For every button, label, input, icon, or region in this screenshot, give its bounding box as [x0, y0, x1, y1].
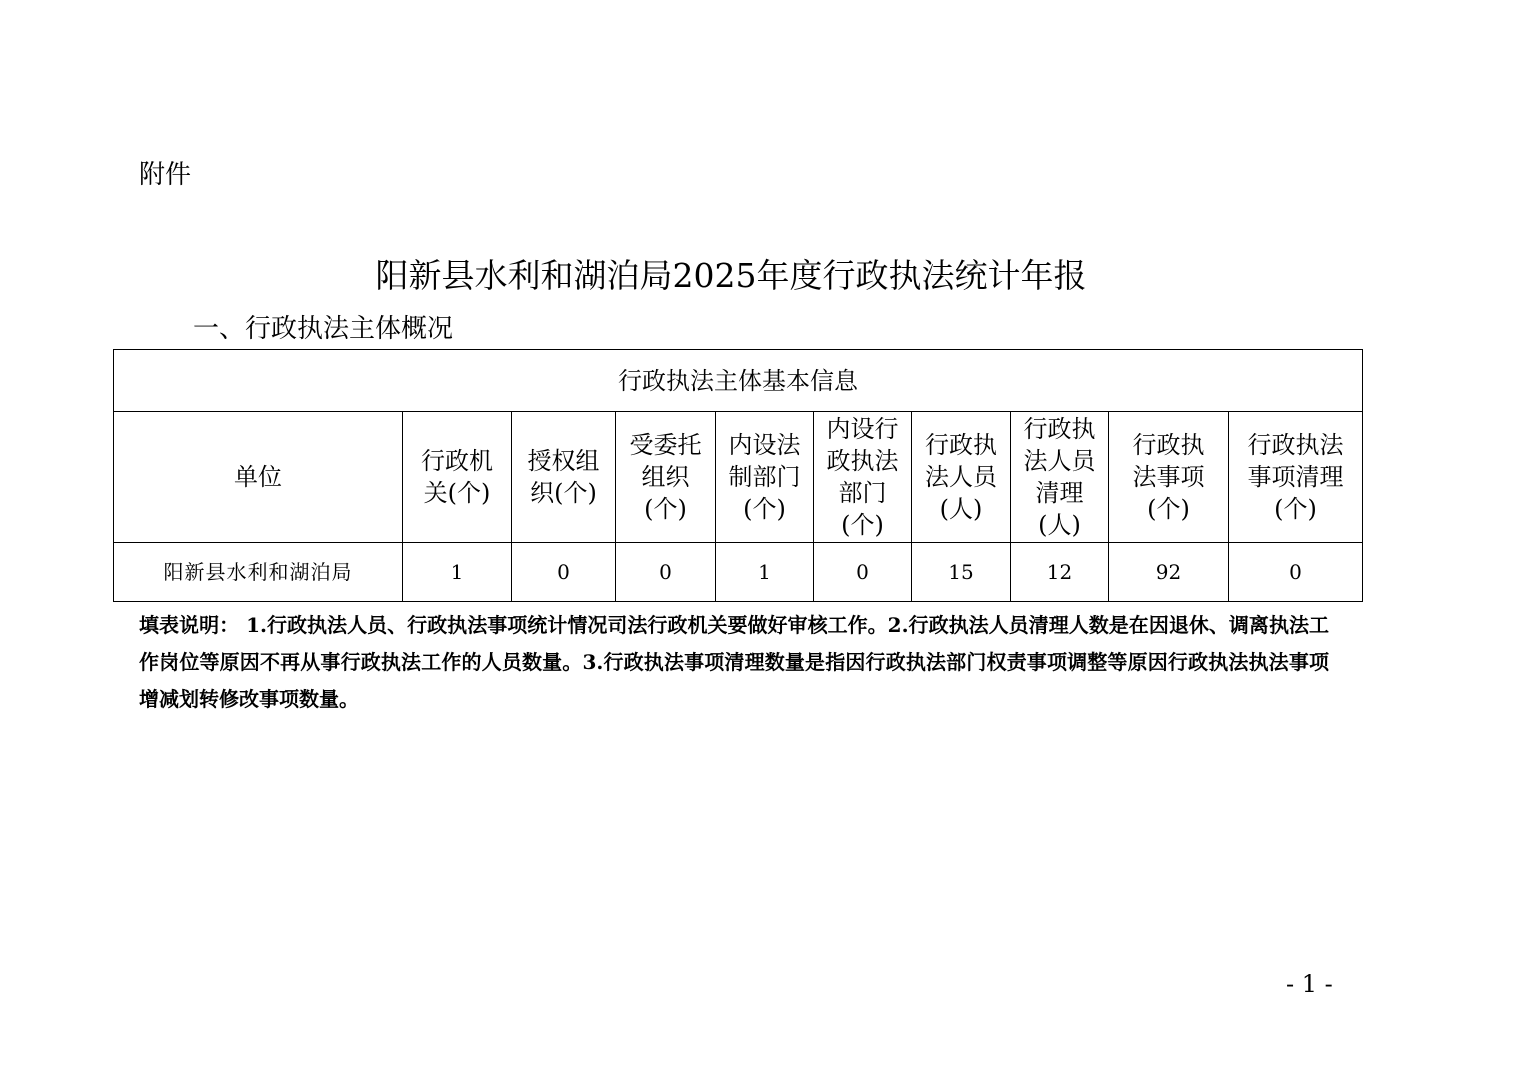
- column-header-internal-enforcement-depts: 内设行 政执法 部门 (个): [814, 412, 912, 543]
- section-heading: 一、行政执法主体概况: [193, 314, 454, 344]
- enforcement-subject-table: [113, 349, 1363, 602]
- table-cell-authorized-orgs: 0: [512, 543, 616, 602]
- document-title: 阳新县水利和湖泊局2025年度行政执法统计年报: [375, 256, 1087, 295]
- table-cell-enforcement-items: 92: [1109, 543, 1229, 602]
- column-header-authorized-orgs: 授权组 织(个): [512, 412, 616, 543]
- column-header-entrusted-orgs: 受委托 组织 (个): [616, 412, 716, 543]
- column-header-admin-organs: 行政机 关(个): [403, 412, 512, 543]
- table-header-row: [114, 412, 1363, 543]
- column-header-enforcement-items: 行政执 法事项 (个): [1109, 412, 1229, 543]
- table-cell-enforcement-staff: 15: [912, 543, 1011, 602]
- table-cell-items-cleared: 0: [1229, 543, 1363, 602]
- table-row: [114, 543, 1363, 602]
- table-cell-internal-legal-depts: 1: [716, 543, 814, 602]
- table-cell-admin-organs: 1: [403, 543, 512, 602]
- column-header-items-cleared: 行政执法 事项清理 (个): [1229, 412, 1363, 543]
- table-cell-staff-cleared: 12: [1011, 543, 1109, 602]
- table-cell-internal-enforcement-depts: 0: [814, 543, 912, 602]
- attachment-label: 附件: [139, 160, 192, 190]
- table-filling-note: 填表说明： 1.行政执法人员、行政执法事项统计情况司法行政机关要做好审核工作。2.行政执法人员清理人数是在因退休、调离执法工作岗位等原因不再从事行政执法工作的人员数量。3.行政执法事项清理数量是指因行政执法部门权责事项调整等原因行政执法执法事项增减划转修改事项数量。: [139, 613, 1329, 711]
- column-header-unit: 单位: [114, 412, 403, 543]
- column-header-internal-legal-depts: 内设法 制部门 (个): [716, 412, 814, 543]
- column-header-enforcement-staff: 行政执 法人员 (人): [912, 412, 1011, 543]
- column-header-staff-cleared: 行政执 法人员 清理 (人): [1011, 412, 1109, 543]
- table-caption: 行政执法主体基本信息: [114, 350, 1363, 412]
- table-cell-entrusted-orgs: 0: [616, 543, 716, 602]
- page-number: - 1 -: [1286, 970, 1333, 998]
- table-cell-unit: 阳新县水利和湖泊局: [114, 543, 403, 602]
